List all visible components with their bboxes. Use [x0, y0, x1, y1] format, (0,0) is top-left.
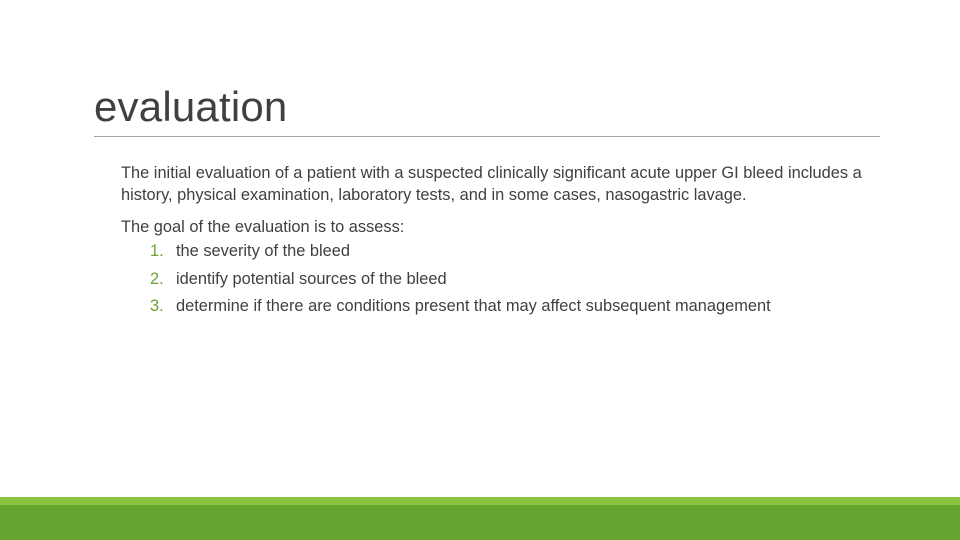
footer-accent-stripe — [0, 497, 960, 505]
intro-paragraph: The initial evaluation of a patient with a suspected clinically significant acute upper GI bleed includes a history, physical examination, laboratory tests, and in some cases, nasogastric lavage. — [121, 164, 862, 204]
list-item-number: 1. — [150, 242, 164, 260]
footer-band — [0, 505, 960, 540]
list-item-text: determine if there are conditions present that may affect subsequent management — [176, 297, 771, 315]
goal-list — [121, 238, 881, 321]
goal-paragraph: The goal of the evaluation is to assess: — [121, 218, 405, 236]
list-item-text: identify potential sources of the bleed — [176, 269, 447, 288]
list-item-number: 3. — [150, 297, 164, 315]
slide-title: evaluation — [94, 83, 288, 130]
list-item — [150, 238, 881, 266]
list-item-text: the severity of the bleed — [176, 242, 351, 260]
slide-body — [121, 162, 881, 321]
title-divider — [94, 136, 880, 137]
list-item — [150, 293, 881, 321]
list-item — [150, 266, 881, 294]
list-item-number: 2. — [150, 269, 164, 288]
